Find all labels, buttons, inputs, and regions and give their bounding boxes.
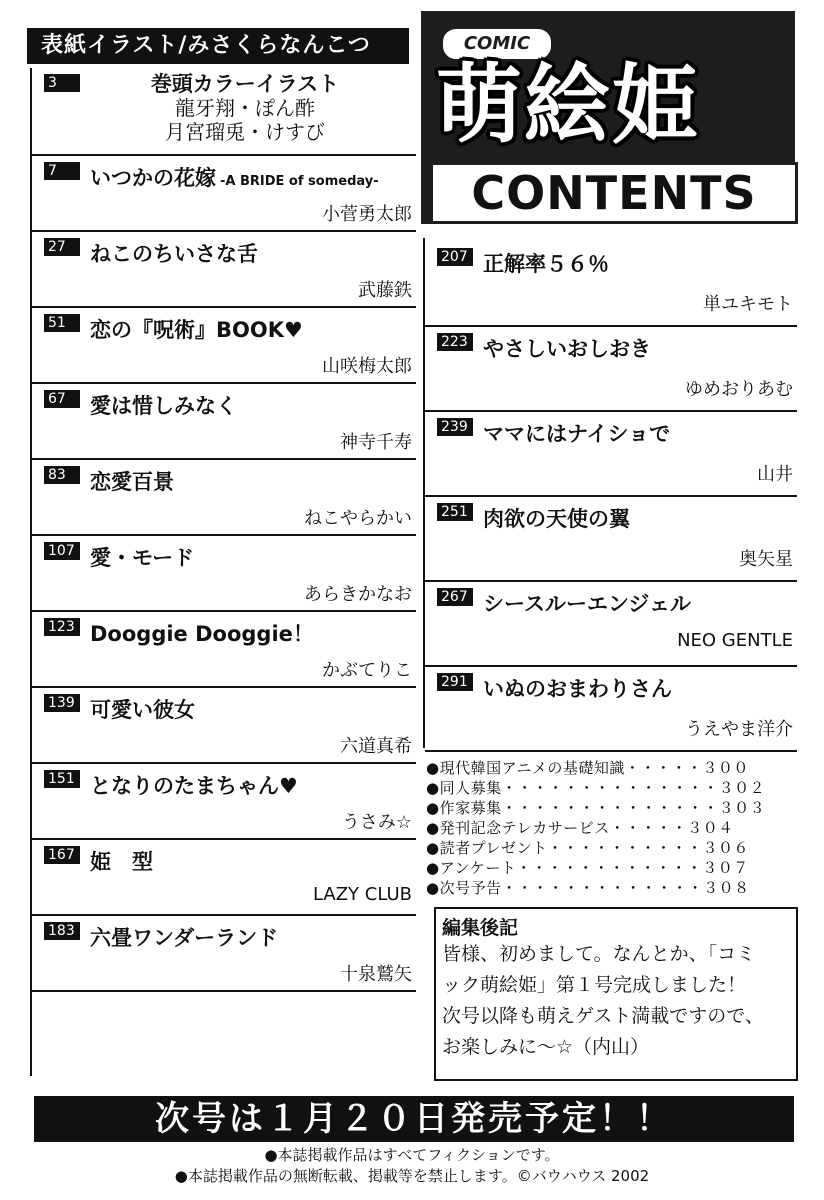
entry-artists: 月宮瑠兎・けすび xyxy=(165,120,325,144)
story-title: 姫 型 xyxy=(90,850,153,874)
story-author: ゆめおりあむ xyxy=(685,379,793,400)
editor-note-heading: 編集後記 xyxy=(442,917,519,939)
story-entry[interactable] xyxy=(32,232,416,308)
copyright-notice: ●本誌掲載作品の無断転載、掲載等を禁止します。©バウハウス 2002 xyxy=(174,1167,650,1185)
story-entry[interactable] xyxy=(425,582,797,667)
story-title: 六畳ワンダーランド xyxy=(90,926,279,950)
story-title: いぬのおまわりさん xyxy=(483,677,672,701)
magazine-logo-title: 萌絵姫 xyxy=(436,54,700,155)
story-title: 可愛い彼女 xyxy=(90,698,195,722)
story-author: 奥矢星 xyxy=(739,549,793,570)
page-number: 223 xyxy=(437,333,473,351)
story-entry[interactable] xyxy=(425,327,797,412)
story-author: NEO GENTLE xyxy=(677,630,793,651)
page-number: 67 xyxy=(44,390,80,408)
misc-item[interactable]: ●現代韓国アニメの基礎知識・・・・・３００ xyxy=(426,759,749,777)
page-number: 51 xyxy=(44,314,80,332)
story-entry[interactable] xyxy=(425,497,797,582)
story-title: ママにはナイショで xyxy=(483,422,671,446)
story-title: となりのたまちゃん♥ xyxy=(90,774,298,798)
story-author: 神寺千寿 xyxy=(340,432,412,453)
cover-credit: 表紙イラスト/みさくらなんこつ xyxy=(27,28,409,64)
page-number: 107 xyxy=(44,542,80,560)
page-number: 7 xyxy=(44,162,80,180)
contents-heading: CONTENTS xyxy=(430,162,798,224)
story-entry[interactable] xyxy=(32,156,416,232)
page-number: 183 xyxy=(44,922,80,940)
story-title: 恋愛百景 xyxy=(90,470,174,494)
story-entry[interactable] xyxy=(32,612,416,688)
entry-title: 巻頭カラーイラスト xyxy=(150,72,340,96)
story-subtitle: -A BRIDE of someday- xyxy=(220,174,379,189)
story-entry[interactable] xyxy=(32,536,416,612)
story-title: いつかの花嫁 -A BRIDE of someday- xyxy=(90,166,379,190)
story-title: シースルーエンジェル xyxy=(483,592,692,616)
page-number: 151 xyxy=(44,770,80,788)
story-author: かぶてりこ xyxy=(322,660,412,681)
story-author: 十泉鷲矢 xyxy=(340,964,412,985)
story-title: 愛は惜しみなく xyxy=(90,394,237,418)
story-title: 恋の『呪術』BOOK♥ xyxy=(90,318,303,342)
story-author: LAZY CLUB xyxy=(312,884,412,905)
contents-left-column xyxy=(30,68,416,1076)
story-author: 単ユキモト xyxy=(703,294,793,315)
page-number: 267 xyxy=(437,588,473,606)
misc-item[interactable]: ●同人募集・・・・・・・・・・・・・・３０２ xyxy=(426,779,766,797)
page-number: 27 xyxy=(44,238,80,256)
story-entry[interactable] xyxy=(32,460,416,536)
contents-right-column xyxy=(423,238,797,748)
editor-note-line: お楽しみに～☆（内山） xyxy=(442,1036,650,1058)
page-number: 239 xyxy=(437,418,473,436)
page-number: 123 xyxy=(44,618,80,636)
misc-section-list xyxy=(426,758,796,898)
editor-note-line: 皆様、初めまして。なんとか、「コミ xyxy=(442,943,756,965)
story-entry[interactable] xyxy=(32,688,416,764)
story-title: Dooggie Dooggie！ xyxy=(90,622,314,646)
story-entry[interactable] xyxy=(32,308,416,384)
logo-comic-badge: COMIC xyxy=(440,26,554,62)
misc-item[interactable]: ●アンケート・・・・・・・・・・・・３０７ xyxy=(426,859,749,877)
story-author: 山咲梅太郎 xyxy=(322,356,412,377)
fiction-notice: ●本誌掲載作品はすべてフィクションです。 xyxy=(264,1146,560,1164)
story-entry[interactable] xyxy=(425,412,797,497)
entry-artists: 龍牙翔・ぽん酢 xyxy=(175,96,315,120)
next-issue-banner: 次号は１月２０日発売予定！！ xyxy=(34,1096,794,1142)
story-author: 武藤鉄 xyxy=(358,280,412,301)
misc-item[interactable]: ●作家募集・・・・・・・・・・・・・・３０３ xyxy=(426,799,766,817)
story-entry[interactable] xyxy=(32,840,416,916)
story-entry[interactable] xyxy=(425,242,797,327)
page-number: 3 xyxy=(44,74,80,92)
story-title: やさしいおしおき xyxy=(483,337,651,361)
page-number: 139 xyxy=(44,694,80,712)
editor-note-line: 次号以降も萌えゲスト満載ですので、 xyxy=(442,1005,764,1027)
page-number: 291 xyxy=(437,673,473,691)
editor-note-box xyxy=(434,907,798,1081)
color-illust-entry[interactable] xyxy=(32,68,416,156)
page-number: 251 xyxy=(437,503,473,521)
story-author: うえやま洋介 xyxy=(685,719,793,740)
story-author: ねこやらかい xyxy=(304,508,412,529)
misc-item[interactable]: ●読者プレゼント・・・・・・・・・・３０６ xyxy=(426,839,749,857)
story-title: 愛・モード xyxy=(90,546,195,570)
story-title: 正解率５６％ xyxy=(483,252,609,276)
story-author: 山井 xyxy=(757,464,793,485)
story-author: あらきかなお xyxy=(304,584,412,605)
story-entry[interactable] xyxy=(425,667,797,752)
page-number: 167 xyxy=(44,846,80,864)
misc-item[interactable]: ●発刊記念テレカサービス・・・・・３０４ xyxy=(426,819,734,837)
story-author: 六道真希 xyxy=(340,736,412,757)
editor-note-line: ック萌絵姫」第１号完成しました！ xyxy=(442,974,747,996)
story-entry[interactable] xyxy=(32,384,416,460)
story-entry[interactable] xyxy=(32,916,416,992)
story-title: ねこのちいさな舌 xyxy=(90,242,258,266)
story-author: うさみ☆ xyxy=(341,812,412,833)
story-entry[interactable] xyxy=(32,764,416,840)
story-author: 小菅勇太郎 xyxy=(322,204,412,225)
misc-item[interactable]: ●次号予告・・・・・・・・・・・・・３０８ xyxy=(426,879,750,897)
story-title: 肉欲の天使の翼 xyxy=(483,507,630,531)
page-number: 83 xyxy=(44,466,80,484)
page-number: 207 xyxy=(437,248,473,266)
